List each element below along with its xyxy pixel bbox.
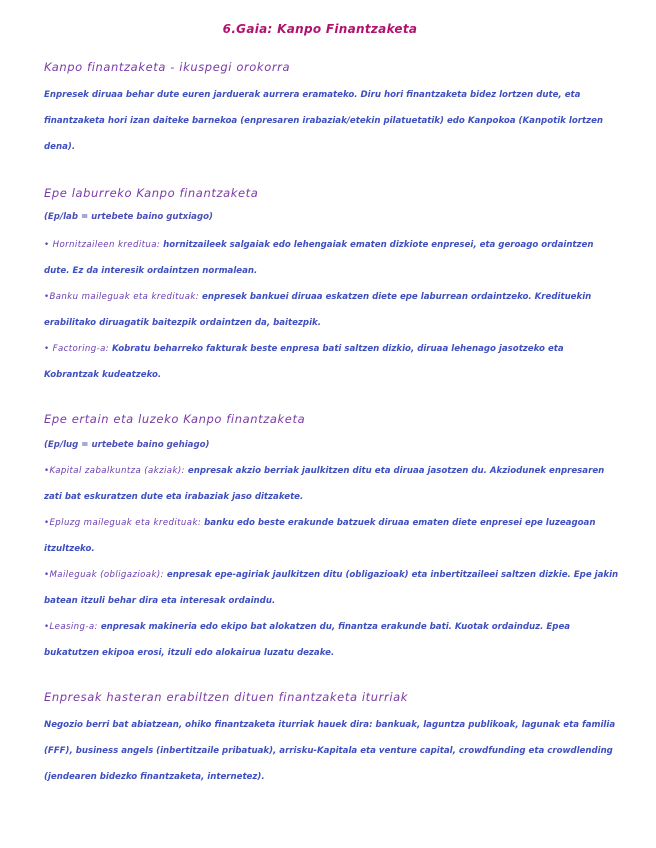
item-term: • Hornitzaileen kreditua: — [44, 240, 161, 250]
item-term: •Leasing-a: — [44, 622, 98, 632]
section-note-short-term: (Ep/lab = urtebete baino gutxiago) — [44, 212, 213, 222]
item-term: •Epluzg maileguak eta kredituak: — [44, 518, 202, 528]
list-item — [44, 562, 619, 614]
item-text: enpresak epe-agiriak jaulkitzen ditu (obligazioak) eta inbertitzaileei saltzen dizkie. Epe jakin batean itzuli behar dira eta interesak ordaindu. — [44, 570, 619, 606]
section-paragraph-startup-sources: Negozio berri bat abiatzean, ohiko finantzaketa iturriak hauek dira: bankuak, laguntza publikoak, lagunak eta familia (FFF), business angels (inbertitzaile pribatuak), arrisku-Kapitala eta venture capital, crowdfunding eta crowdlending (jendearen bidezko finantzaketa, internetez). — [44, 720, 616, 782]
list-item — [44, 614, 619, 666]
item-text: banku edo beste erakunde batzuek diruaa ematen diete enpresei epe luzeagoan itzultzeko. — [44, 518, 596, 554]
list-item — [44, 284, 619, 336]
section-heading-long-term: Epe ertain eta luzeko Kanpo finantzaketa — [44, 412, 306, 426]
list-item — [44, 458, 619, 510]
section-heading-overview: Kanpo finantzaketa - ikuspegi orokorra — [44, 60, 291, 74]
section-paragraph-overview: Enpresek diruaa behar dute euren jarduerak aurrera eramateko. Diru hori finantzaketa bidez lortzen dute, eta finantzaketa hori izan daiteke barnekoa (enpresaren irabaziak/etekin pilatuetatik) edo Kanpokoa (Kanpotik lortzen dena). — [44, 90, 604, 152]
item-text: hornitzaileek salgaiak edo lehengaiak ematen dizkiote enpresei, eta geroago ordaintzen dute. Ez da interesik ordaintzen normalean. — [44, 240, 594, 276]
section-heading-short-term: Epe laburreko Kanpo finantzaketa — [44, 186, 259, 200]
page-title: 6.Gaia: Kanpo Finantzaketa — [222, 22, 418, 36]
item-term: • Factoring-a: — [44, 344, 110, 354]
item-term: •Banku maileguak eta kredituak: — [44, 292, 200, 302]
item-text: Kobratu beharreko fakturak beste enpresa bati saltzen dizkio, diruaa lehenago jasotzeko eta Kobrantzak kudeatzeko. — [44, 344, 564, 380]
item-term: •Kapital zabalkuntza (akziak): — [44, 466, 185, 476]
item-text: enpresak makineria edo ekipo bat alokatzen du, finantza erakunde bati. Kuotak ordainduz. Epea bukatutzen ekipoa erosi, itzuli edo alokairua luzatu dezake. — [44, 622, 571, 658]
section-heading-startup-sources: Enpresak hasteran erabiltzen dituen finantzaketa iturriak — [44, 690, 409, 704]
item-term: •Maileguak (obligazioak): — [44, 570, 164, 580]
list-item — [44, 232, 619, 284]
item-text: enpresek bankuei diruaa eskatzen diete epe laburrean ordaintzeko. Kredituekin erabilitako diruagatik baitezpik ordaintzen da, baitezpik. — [44, 292, 592, 328]
item-text: enpresak akzio berriak jaulkitzen ditu eta diruaa jasotzen du. Akziodunek enpresaren zati bat eskuratzen dute eta irabaziak jaso ditzakete. — [44, 466, 605, 502]
list-item — [44, 510, 619, 562]
section-note-long-term: (Ep/lug = urtebete baino gehiago) — [44, 440, 210, 450]
list-item — [44, 336, 619, 388]
